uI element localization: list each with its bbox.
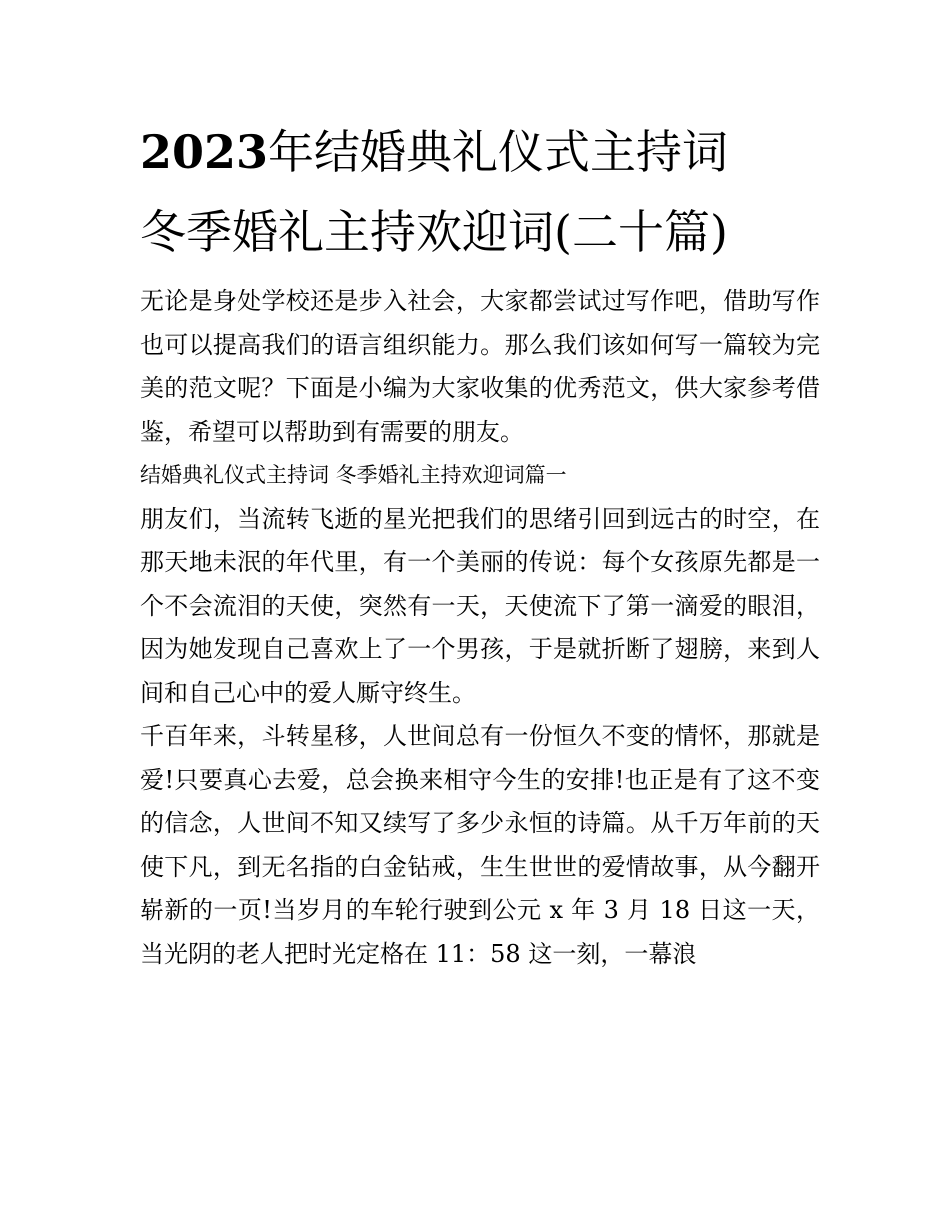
document-title <box>140 112 820 272</box>
title-line2-text: 冬季婚礼主持欢迎词(二十篇) <box>140 205 728 259</box>
title-year: 2023 <box>140 125 269 179</box>
document-page <box>140 112 820 976</box>
body-paragraph-1: 朋友们，当流转飞逝的星光把我们的思绪引回到远古的时空，在那天地未泯的年代里，有一个美丽的传说：每个女孩原先都是一个不会流泪的天使，突然有一天，天使流下了第一滴爱的眼泪，因为她发现自己喜欢上了一个男孩，于是就折断了翅膀，来到人间和自己心中的爱人厮守终生。 <box>140 504 820 707</box>
document-body <box>140 280 820 976</box>
intro-paragraph: 无论是身处学校还是步入社会，大家都尝试过写作吧，借助写作也可以提高我们的语言组织能力。那么我们该如何写一篇较为完美的范文呢？下面是小编为大家收集的优秀范文，供大家参考借鉴，希望可以帮助到有需要的朋友。 <box>140 287 820 446</box>
section-heading: 结婚典礼仪式主持词 冬季婚礼主持欢迎词篇一 <box>140 463 567 487</box>
title-line1-text: 年结婚典礼仪式主持词 <box>268 125 729 179</box>
body-paragraph-2: 千百年来，斗转星移，人世间总有一份恒久不变的情怀，那就是爱!只要真心去爱，总会换来相守今生的安排!也正是有了这不变的信念，人世间不知又续写了多少永恒的诗篇。从千万年前的天使下凡，到无名指的白金钻戒，生生世世的爱情故事，从今翻开崭新的一页!当岁月的车轮行驶到公元 x 年 3 月 18 日这一天，当光阴的老人把时光定格在 11：58 这一刻，一幕浪 <box>140 722 820 968</box>
